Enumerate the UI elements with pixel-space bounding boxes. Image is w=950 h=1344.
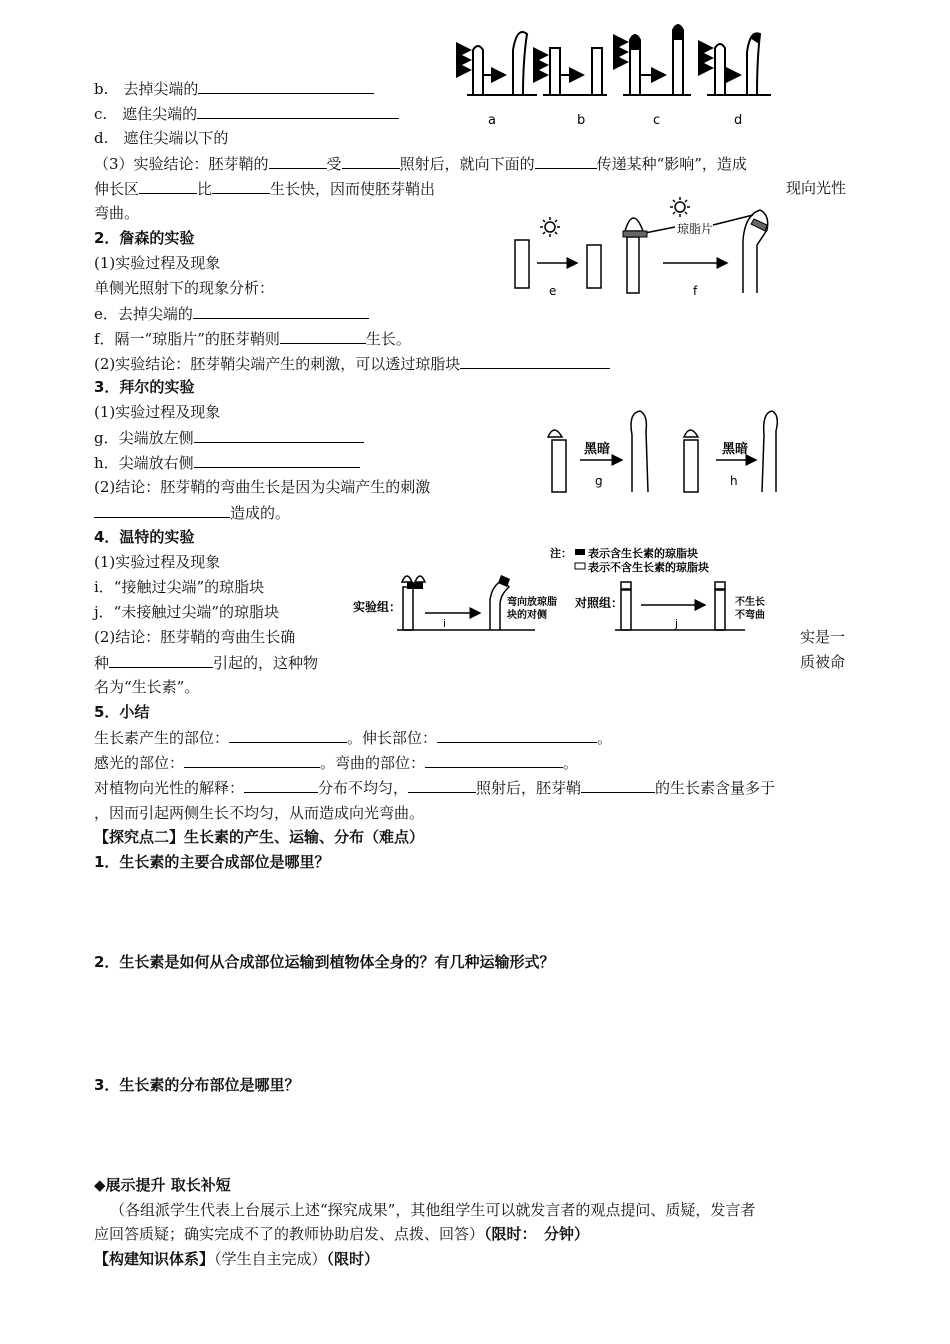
answer-blank[interactable] <box>244 777 318 793</box>
heading-show: ◆展示提升 取长补短 <box>94 1176 231 1194</box>
went-conclusion-3: 名为“生长素”。 <box>94 678 200 696</box>
note-title: 注： <box>550 547 572 560</box>
fig-label-h: h <box>730 474 738 488</box>
item-g: g．尖端放左侧 <box>94 427 364 448</box>
item-e: e．去掉尖端的 <box>94 303 369 324</box>
ctrl-result-1: 不生长 <box>735 597 765 608</box>
exp-result-2: 块的对侧 <box>507 610 547 621</box>
item-j: j．“未接触过尖端”的琼脂块 <box>94 603 279 621</box>
note-empty: 表示不含生长素的琼脂块 <box>588 561 709 574</box>
went-conclusion-1-end: 实是一 <box>800 628 846 646</box>
exp-group: 实验组： <box>353 600 402 614</box>
answer-blank[interactable] <box>198 78 374 94</box>
answer-blank[interactable] <box>109 652 213 668</box>
figure-darwin <box>455 20 775 130</box>
went-conclusion-2-end: 质被命 <box>800 653 846 671</box>
answer-blank[interactable] <box>269 153 327 169</box>
summary-line-4: ，因而引起两侧生长不均匀，从而造成向光弯曲。 <box>94 804 425 822</box>
ctrl-result-2: 不弯曲 <box>735 610 765 621</box>
answer-blank[interactable] <box>194 452 360 468</box>
show-para-2: 应回答质疑；确实完成不了的教师协助启发、点拨、回答）（限时： 分钟） <box>94 1225 590 1243</box>
went-conclusion-2: 种 引起的，这种物 <box>94 654 319 672</box>
fig-label-j: j <box>675 617 679 630</box>
jensen-process: (1)实验过程及现象 <box>94 254 221 272</box>
question-1: 1．生长素的主要合成部位是哪里？ <box>94 853 330 871</box>
answer-blank[interactable] <box>193 303 369 319</box>
item-h: h．尖端放右侧 <box>94 452 360 473</box>
fig-label-g: g <box>595 474 603 488</box>
fig-label-a: a <box>488 113 496 128</box>
answer-blank[interactable] <box>342 153 400 169</box>
paal-conclusion-2: 造成的。 <box>94 502 290 523</box>
build-knowledge: 【构建知识体系】（学生自主完成）（限时） <box>94 1250 380 1268</box>
summary-line-3: 对植物向光性的解释： 分布不均匀， 照射后，胚芽鞘 的生长素含量多于 <box>94 779 776 797</box>
answer-blank[interactable] <box>425 752 563 768</box>
question-3: 3．生长素的分布部位是哪里？ <box>94 1076 300 1094</box>
conclusion-line-2: 伸长区 比 生长快，因而使胚芽鞘出 <box>94 180 436 198</box>
answer-blank[interactable] <box>535 153 597 169</box>
figure-jensen <box>505 195 795 305</box>
answer-blank[interactable] <box>197 103 399 119</box>
figure-paal <box>540 405 800 500</box>
answer-blank[interactable] <box>460 353 610 369</box>
item-b: b. 去掉尖端的 <box>94 78 374 99</box>
heading-paal: 3．拜尔的实验 <box>94 378 195 396</box>
conclusion-line-2-end: 现向光性 <box>786 179 847 197</box>
went-process: (1)实验过程及现象 <box>94 553 221 571</box>
answer-blank[interactable] <box>229 727 347 743</box>
heading-jensen: 2．詹森的实验 <box>94 229 195 247</box>
answer-blank[interactable] <box>184 752 320 768</box>
jensen-analysis: 单侧光照射下的现象分析： <box>94 279 275 297</box>
note-empty-symbol <box>575 563 585 569</box>
note-filled-symbol <box>575 549 585 555</box>
went-conclusion-1: (2)结论：胚芽鞘的弯曲生长确 <box>94 628 296 646</box>
fig-dark-g: 黑暗 <box>584 442 611 457</box>
question-2: 2．生长素是如何从合成部位运输到植物体全身的？有几种运输形式？ <box>94 953 555 971</box>
fig-label-e: e <box>549 284 557 298</box>
conclusion-line-3: 弯曲。 <box>94 204 140 222</box>
fig-label-c: c <box>653 113 661 128</box>
figure-went <box>345 545 875 635</box>
summary-line-1: 生长素产生的部位： 。伸长部位： 。 <box>94 729 613 747</box>
answer-blank[interactable] <box>280 328 366 344</box>
heading-went: 4．温特的实验 <box>94 528 195 546</box>
answer-blank[interactable] <box>581 777 655 793</box>
fig-label-b: b <box>577 113 586 128</box>
jensen-conclusion: (2)实验结论：胚芽鞘尖端产生的刺激，可以透过琼脂块 <box>94 353 610 374</box>
item-d: d. 遮住尖端以下的 <box>94 129 229 147</box>
fig-dark-h: 黑暗 <box>722 442 749 457</box>
fig-label-d: d <box>734 113 743 128</box>
item-f: f．隔一“琼脂片”的胚芽鞘则 生长。 <box>94 330 411 348</box>
summary-line-2: 感光的部位： 。弯曲的部位： 。 <box>94 754 579 772</box>
answer-blank[interactable] <box>139 178 197 194</box>
ctrl-group: 对照组： <box>575 596 624 610</box>
paal-conclusion-1: (2)结论：胚芽鞘的弯曲生长是因为尖端产生的刺激 <box>94 478 431 496</box>
heading-summary: 5．小结 <box>94 703 150 721</box>
answer-blank[interactable] <box>212 178 270 194</box>
answer-blank[interactable] <box>194 427 364 443</box>
note-filled: 表示含生长素的琼脂块 <box>588 547 698 560</box>
answer-blank[interactable] <box>94 502 230 518</box>
answer-blank[interactable] <box>408 777 476 793</box>
exp-result-1: 弯向放琼脂 <box>507 597 557 608</box>
show-para-1: （各组派学生代表上台展示上述“探究成果”，其他组学生可以就发言者的观点提问、质疑，发言者 <box>110 1201 756 1219</box>
heading-explore-2: 【探究点二】生长素的产生、运输、分布（难点） <box>94 828 425 846</box>
conclusion-line-1: （3）实验结论：胚芽鞘的 受 照射后，就向下面的 传递某种“影响”，造成 <box>94 155 747 173</box>
fig-label-agar: 琼脂片 <box>677 222 714 236</box>
fig-label-i: i <box>443 617 447 630</box>
item-c: c. 遮住尖端的 <box>94 103 399 124</box>
paal-process: (1)实验过程及现象 <box>94 403 221 421</box>
answer-blank[interactable] <box>437 727 597 743</box>
item-i: i．“接触过尖端”的琼脂块 <box>94 578 265 596</box>
fig-label-f: f <box>693 284 698 298</box>
